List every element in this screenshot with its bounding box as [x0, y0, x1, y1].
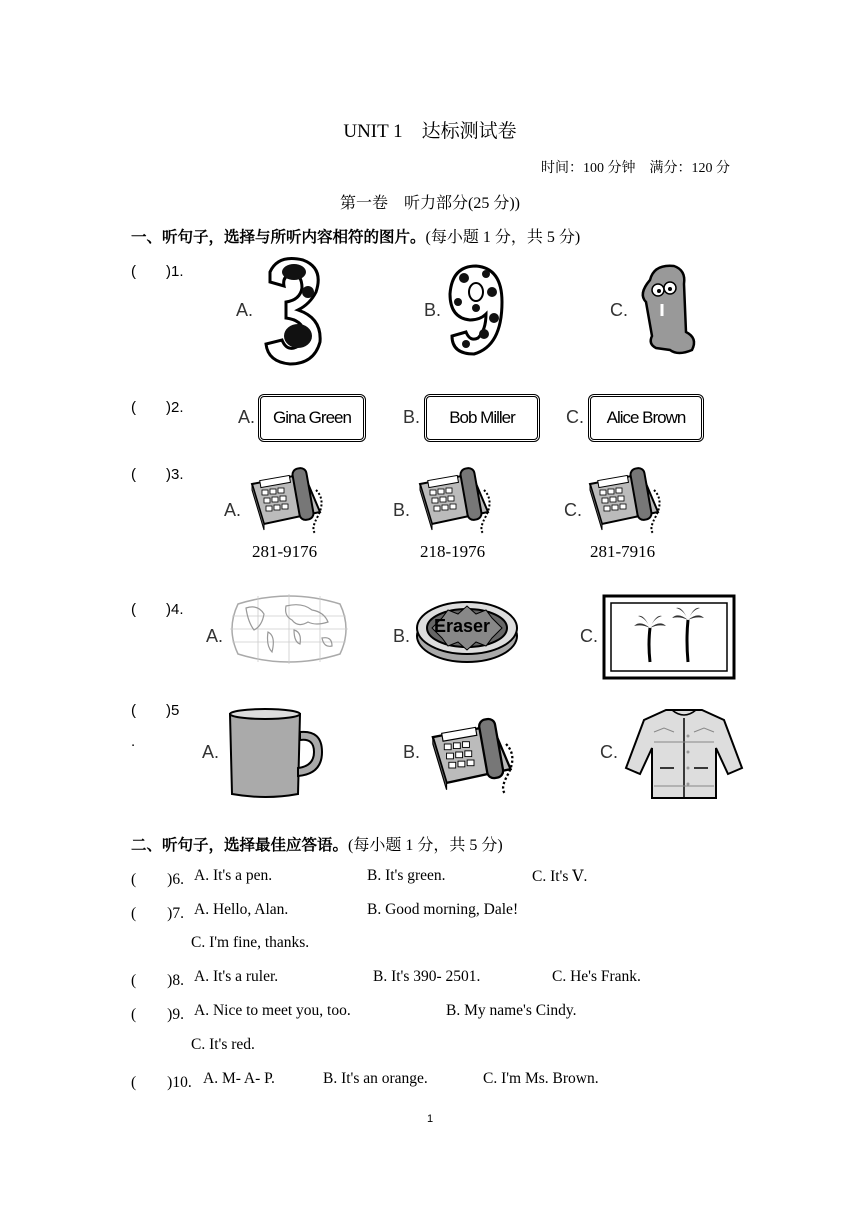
spotted-digit-nine-image: [446, 262, 506, 358]
telephone-image-c: [584, 460, 668, 534]
q2-option-a-label: A.: [238, 407, 256, 427]
q1-option-a-label: A.: [236, 300, 254, 320]
q7-option-c: C. I'm fine, thanks.: [191, 934, 310, 951]
q6-number: ( )6.: [131, 871, 184, 888]
section2-score: (每小题 1 分，共 5 分): [348, 837, 503, 854]
q8-option-c: C. He's Frank.: [552, 968, 641, 985]
q4-option-a-label: A.: [206, 626, 224, 646]
q5-option-c-label: C.: [600, 742, 618, 762]
q1-number: ( )1.: [131, 263, 184, 280]
q9-option-c: C. It's red.: [191, 1036, 255, 1053]
section1-heading: [131, 224, 580, 247]
phone-number-b: 218-1976: [420, 542, 486, 561]
q5-option-b-label: B.: [403, 742, 421, 762]
nameplate-gina-green: Gina Green: [258, 394, 366, 442]
q5-option-a-label: A.: [202, 742, 220, 762]
q6-option-a: A. It's a pen.: [194, 867, 273, 884]
q5-number: ( )5: [131, 702, 180, 719]
phone-number-a: 281-9176: [252, 542, 318, 561]
q9-option-b: B. My name's Cindy.: [446, 1002, 577, 1019]
q9-number: ( )9.: [131, 1006, 184, 1023]
q9-option-a: A. Nice to meet you, too.: [194, 1002, 351, 1019]
telephone-image-a: [246, 460, 330, 534]
q10-option-b: B. It's an orange.: [323, 1070, 428, 1087]
q2-option-b-label: B.: [403, 407, 421, 427]
q1-option-c-label: C.: [610, 300, 628, 320]
q3-option-b-label: B.: [393, 500, 411, 520]
q8-option-a: A. It's a ruler.: [194, 968, 279, 985]
section1-title: 一、听句子，选择与所听内容相符的图片。: [131, 228, 426, 246]
q2-number: ( )2.: [131, 399, 184, 416]
q4-number: ( )4.: [131, 601, 184, 618]
q1-option-b-label: B.: [424, 300, 442, 320]
world-map-image: [228, 592, 350, 666]
q3-number: ( )3.: [131, 466, 184, 483]
q5-number-dot: .: [131, 733, 136, 750]
q7-option-b: B. Good morning, Dale!: [367, 901, 519, 918]
q7-number: ( )7.: [131, 905, 184, 922]
eraser-label: Eraser: [434, 616, 491, 636]
q8-option-b: B. It's 390- 2501.: [373, 968, 481, 985]
q6-option-c: C. It's Ⅴ.: [532, 868, 588, 885]
time-score-info: 时间：100 分钟 满分：120 分: [541, 161, 730, 176]
q3-option-a-label: A.: [224, 500, 242, 520]
volume-heading: 第一卷 听力部分(25 分)): [340, 195, 520, 212]
palm-tree-picture-image: [602, 594, 736, 680]
sweater-image: [624, 706, 744, 802]
q4-option-b-label: B.: [393, 626, 411, 646]
digit-one-face-image: [634, 262, 700, 358]
q7-option-a: A. Hello, Alan.: [194, 901, 289, 918]
section2-title: 二、听句子，选择最佳应答语。: [131, 836, 349, 854]
q10-number: ( )10.: [131, 1074, 192, 1091]
q10-option-a: A. M- A- P.: [203, 1070, 275, 1087]
q10-option-c: C. I'm Ms. Brown.: [483, 1070, 599, 1087]
nameplate-bob-miller: Bob Miller: [424, 394, 540, 442]
page-number: 1: [426, 1113, 434, 1125]
mug-image: [226, 706, 326, 802]
page-title: UNIT 1 达标测试卷: [343, 121, 517, 142]
phone-number-c: 281-7916: [590, 542, 656, 561]
q4-option-c-label: C.: [580, 626, 598, 646]
telephone-image-b: [414, 460, 498, 534]
digit-three-image: [258, 252, 330, 368]
q8-number: ( )8.: [131, 972, 184, 989]
telephone-image-q5: [426, 706, 522, 798]
q6-option-b: B. It's green.: [367, 867, 446, 884]
section2-heading: [131, 832, 503, 855]
nameplate-alice-brown: Alice Brown: [588, 394, 704, 442]
q2-option-c-label: C.: [566, 407, 584, 427]
q3-option-c-label: C.: [564, 500, 582, 520]
section1-score: (每小题 1 分，共 5 分): [425, 229, 581, 246]
